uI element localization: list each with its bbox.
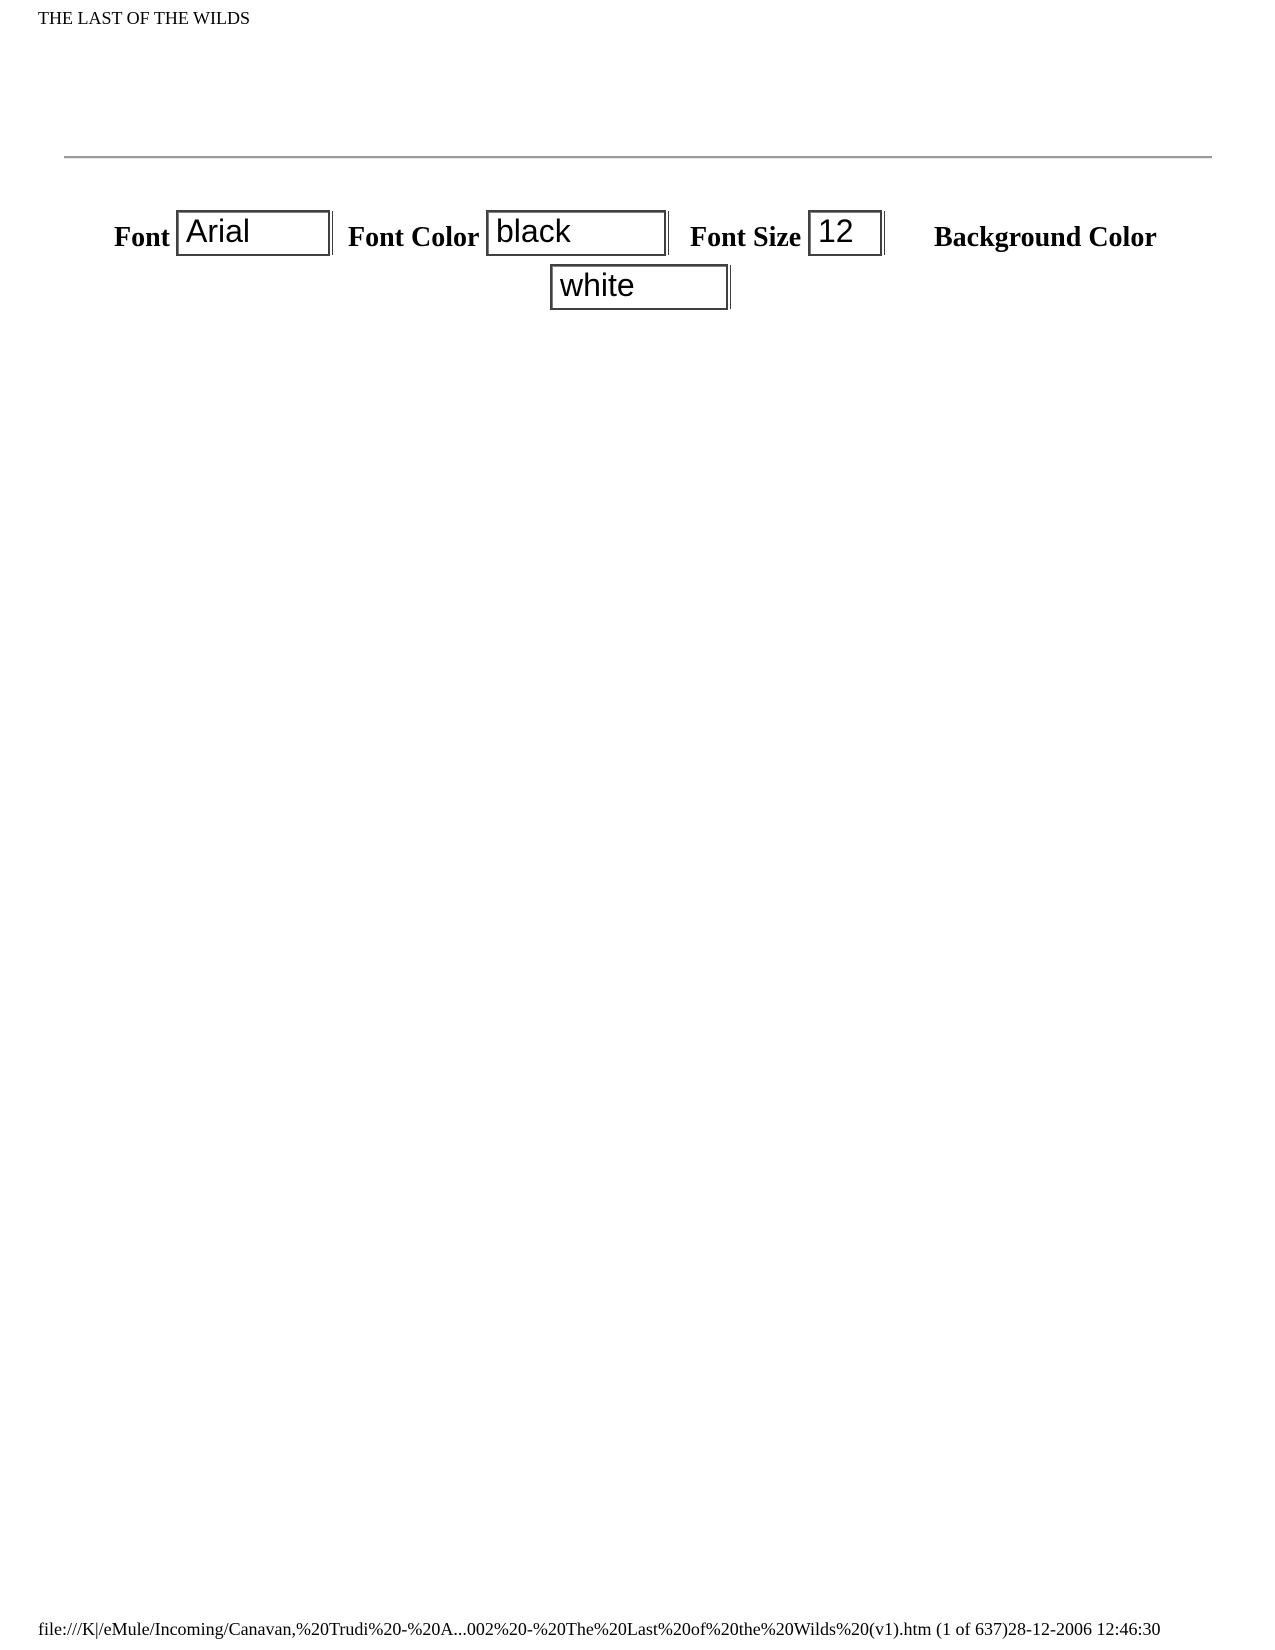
font-size-label: Font Size — [690, 222, 802, 253]
horizontal-rule — [64, 156, 1212, 159]
font-label: Font — [114, 222, 170, 253]
background-color-select[interactable]: white — [550, 264, 728, 310]
font-size-select[interactable]: 12 — [808, 210, 882, 256]
font-select[interactable]: Arial — [176, 210, 330, 256]
background-color-label: Background Color — [934, 222, 1157, 253]
font-color-select[interactable]: black — [486, 210, 666, 256]
page-header-title: THE LAST OF THE WILDS — [38, 8, 251, 28]
font-color-label: Font Color — [348, 222, 480, 253]
page-footer-path: file:///K|/eMule/Incoming/Canavan,%20Trudi%20-%20A...002%20-%20The%20Last%20of%20the%20Wilds%20(v1).htm (1 of 637)28-12-2006 12:46:30 — [38, 1619, 1161, 1639]
